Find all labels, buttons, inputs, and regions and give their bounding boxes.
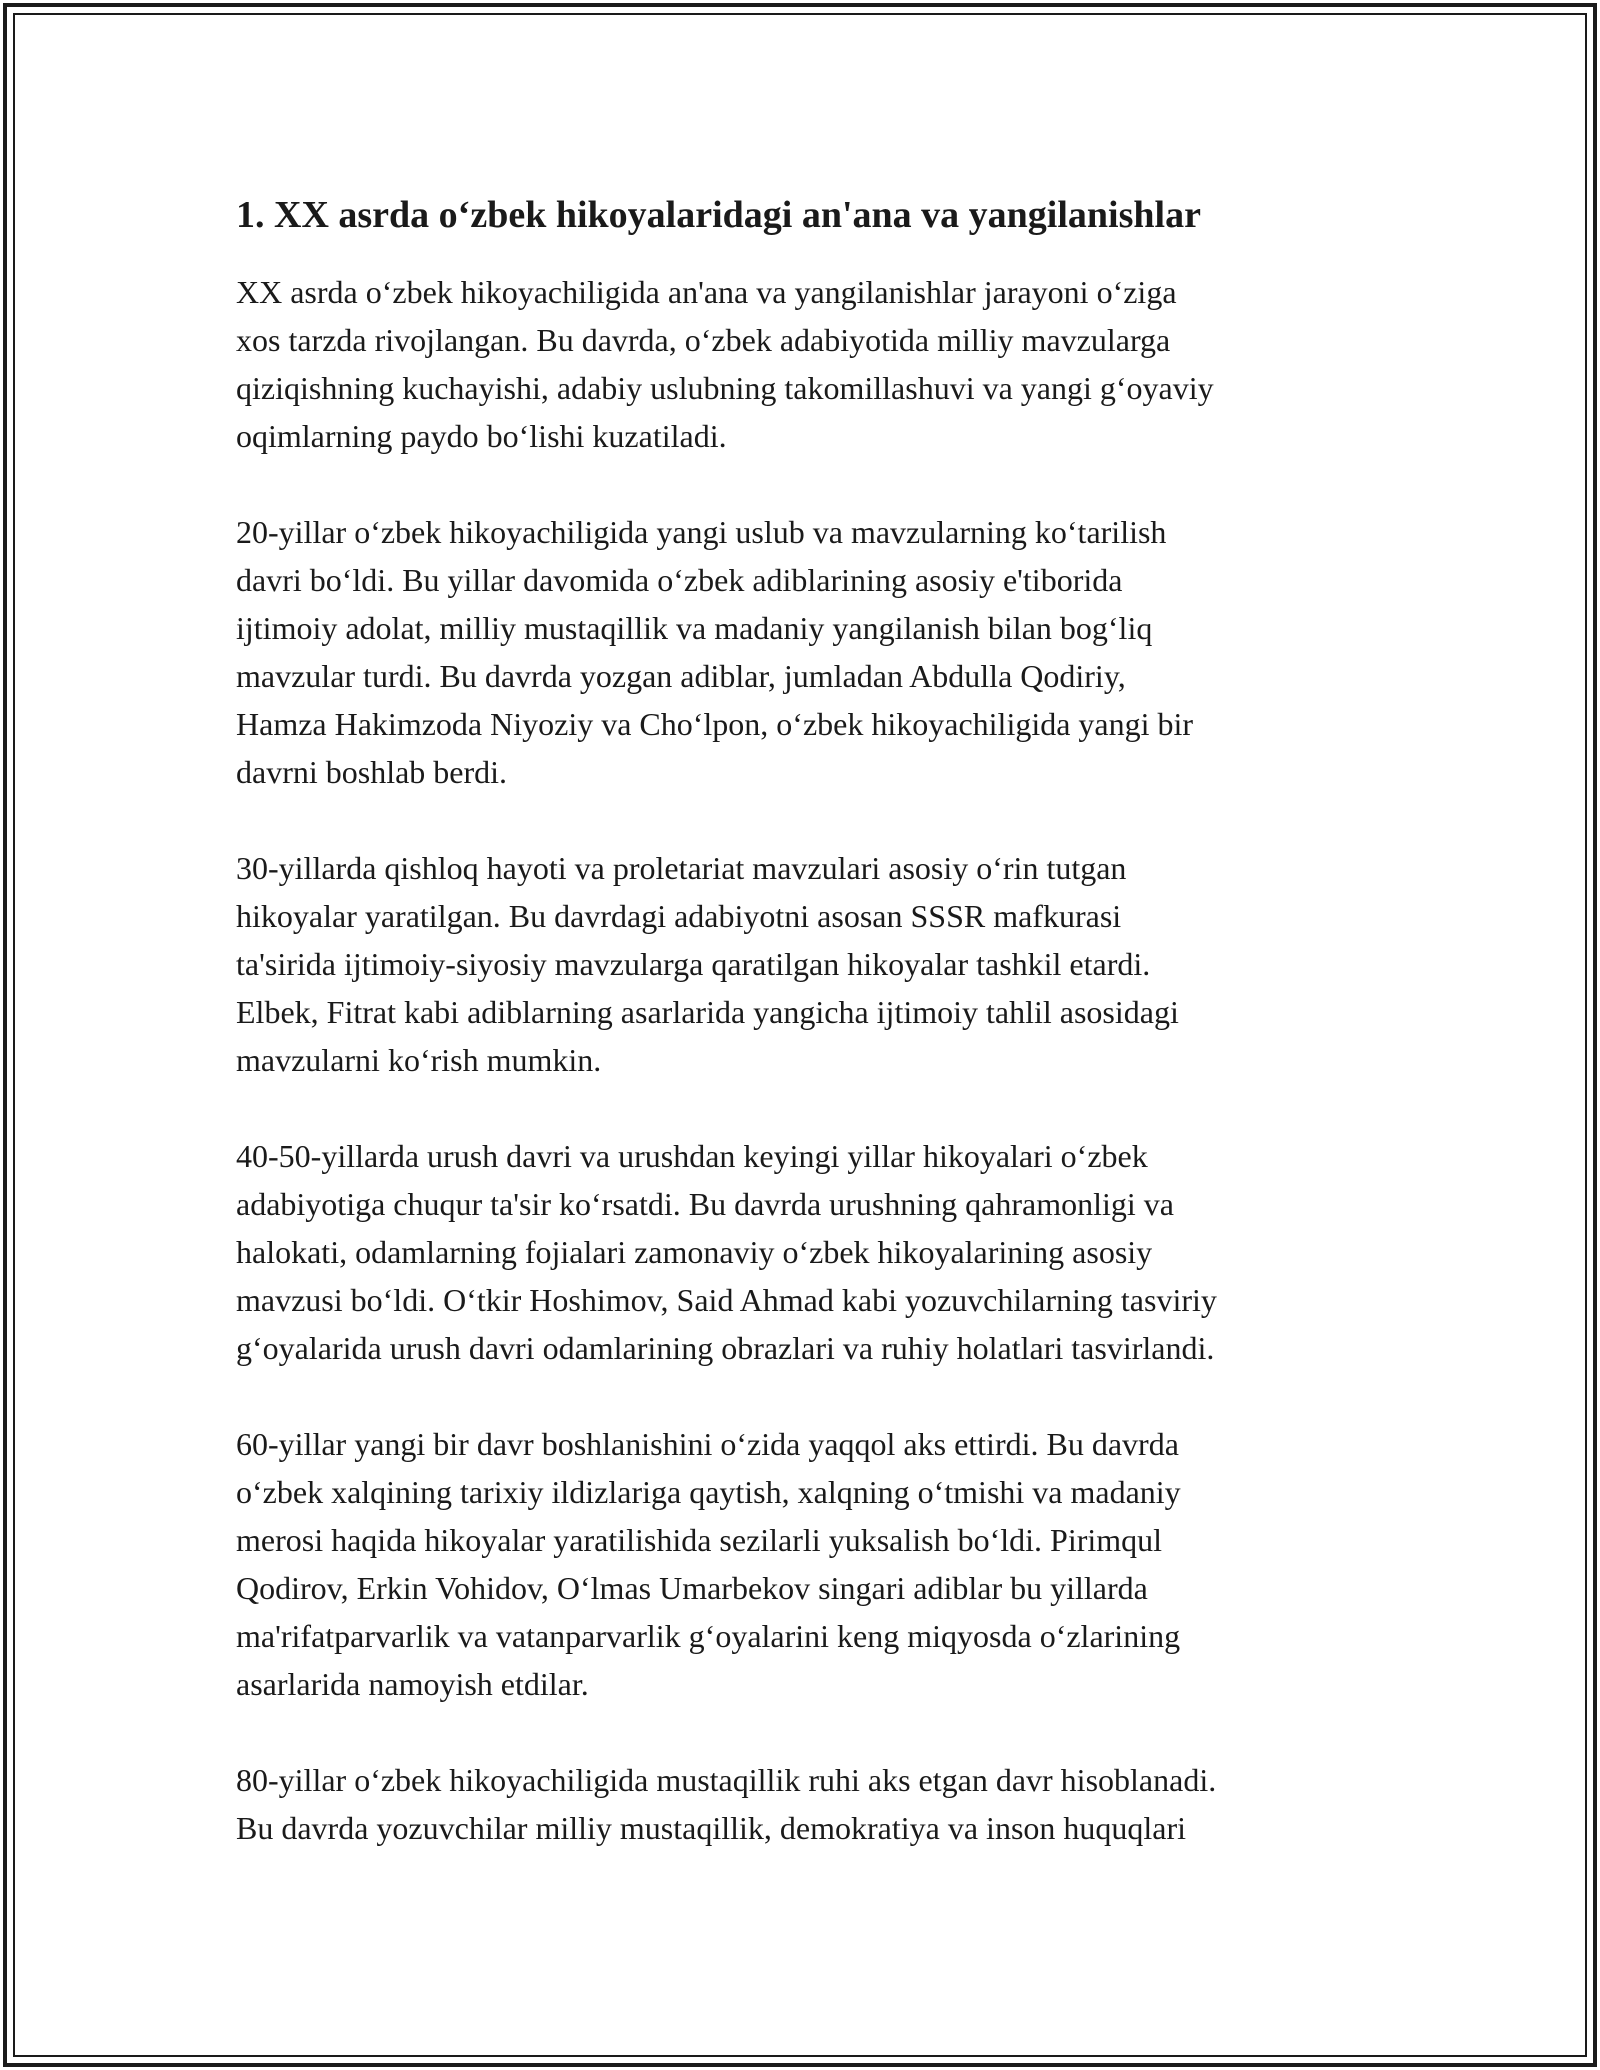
paragraph-5 xyxy=(236,1420,1386,1708)
text-line: mavzular turdi. Bu davrda yozgan adiblar, jumladan Abdulla Qodiriy, xyxy=(236,658,1126,694)
paragraph-3 xyxy=(236,844,1386,1084)
text-line: hikoyalar yaratilgan. Bu davrdagi adabiyotni asosan SSSR mafkurasi xyxy=(236,898,1122,934)
section-heading: 1. XX asrda o‘zbek hikoyalaridagi an'ana va yangilanishlar xyxy=(236,194,1201,236)
text-line: ma'rifatparvarlik va vatanparvarlik g‘oyalarini keng miqyosda o‘zlarining xyxy=(236,1618,1181,1654)
text-line: davri bo‘ldi. Bu yillar davomida o‘zbek adiblarining asosiy e'tiborida xyxy=(236,562,1123,598)
text-line: 80-yillar o‘zbek hikoyachiligida mustaqillik ruhi aks etgan davr hisoblanadi. xyxy=(236,1762,1217,1798)
paragraph-1 xyxy=(236,268,1386,460)
text-line: ta'sirida ijtimoiy-siyosiy mavzularga qaratilgan hikoyalar tashkil etardi. xyxy=(236,946,1151,982)
text-line: qiziqishning kuchayishi, adabiy uslubning takomillashuvi va yangi g‘oyaviy xyxy=(236,370,1214,406)
text-line: 30-yillarda qishloq hayoti va proletariat mavzulari asosiy o‘rin tutgan xyxy=(236,850,1127,886)
text-line: xos tarzda rivojlangan. Bu davrda, o‘zbek adabiyotida milliy mavzularga xyxy=(236,322,1171,358)
text-line: 20-yillar o‘zbek hikoyachiligida yangi uslub va mavzularning ko‘tarilish xyxy=(236,514,1167,550)
text-line: ijtimoiy adolat, milliy mustaqillik va madaniy yangilanish bilan bog‘liq xyxy=(236,610,1153,646)
text-line: Elbek, Fitrat kabi adiblarning asarlarida yangicha ijtimoiy tahlil asosidagi xyxy=(236,994,1179,1030)
text-line: halokati, odamlarning fojialari zamonaviy o‘zbek hikoyalarining asosiy xyxy=(236,1234,1153,1270)
text-line: asarlarida namoyish etdilar. xyxy=(236,1666,589,1702)
text-line: 60-yillar yangi bir davr boshlanishini o‘zida yaqqol aks ettirdi. Bu davrda xyxy=(236,1426,1179,1462)
text-line: o‘zbek xalqining tarixiy ildizlariga qaytish, xalqning o‘tmishi va madaniy xyxy=(236,1474,1181,1510)
paragraph-2 xyxy=(236,508,1386,796)
text-line: 40-50-yillarda urush davri va urushdan keyingi yillar hikoyalari o‘zbek xyxy=(236,1138,1148,1174)
text-line: XX asrda o‘zbek hikoyachiligida an'ana va yangilanishlar jarayoni o‘ziga xyxy=(236,274,1177,310)
text-line: mavzularni ko‘rish mumkin. xyxy=(236,1042,602,1078)
document-body xyxy=(236,190,1386,1852)
text-line: oqimlarning paydo bo‘lishi kuzatiladi. xyxy=(236,418,727,454)
text-line: merosi haqida hikoyalar yaratilishida sezilarli yuksalish bo‘ldi. Pirimqul xyxy=(236,1522,1163,1558)
text-line: Hamza Hakimzoda Niyoziy va Cho‘lpon, o‘zbek hikoyachiligida yangi bir xyxy=(236,706,1194,742)
text-line: Qodirov, Erkin Vohidov, O‘lmas Umarbekov singari adiblar bu yillarda xyxy=(236,1570,1148,1606)
text-line: adabiyotiga chuqur ta'sir ko‘rsatdi. Bu davrda urushning qahramonligi va xyxy=(236,1186,1174,1222)
paragraph-4 xyxy=(236,1132,1386,1372)
text-line: Bu davrda yozuvchilar milliy mustaqillik, demokratiya va inson huquqlari xyxy=(236,1810,1187,1846)
paragraph-6 xyxy=(236,1756,1386,1852)
text-line: g‘oyalarida urush davri odamlarining obrazlari va ruhiy holatlari tasvirlandi. xyxy=(236,1330,1215,1366)
text-line: mavzusi bo‘ldi. O‘tkir Hoshimov, Said Ahmad kabi yozuvchilarning tasviriy xyxy=(236,1282,1217,1318)
text-line: davrni boshlab berdi. xyxy=(236,754,508,790)
